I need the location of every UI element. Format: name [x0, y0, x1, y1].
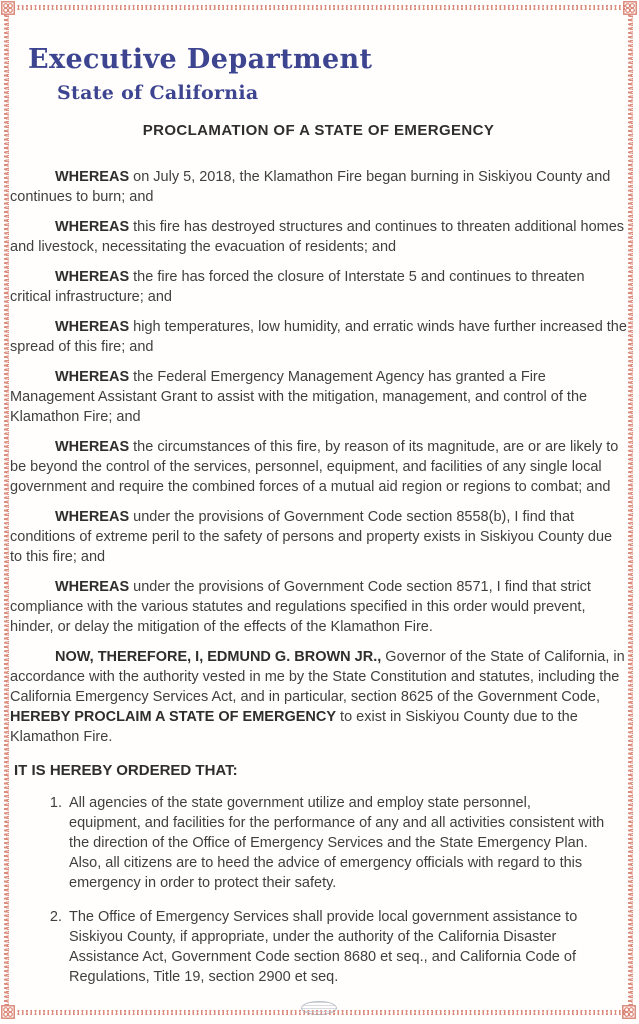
ordered-item: 2. The Office of Emergency Services shall provide local government assistance to Siskiyou County, if appropriate, under the authority of the California Disaster Assistance Act, Government Code section 8680 et seq., and California Code of Regulations, Title 19, section 2900 et seq.	[66, 907, 606, 987]
document-paragraph: WHEREAS high temperatures, low humidity, and erratic winds have further increased the spread of this fire; and	[10, 319, 627, 355]
ordered-list	[50, 793, 606, 987]
document-title: PROCLAMATION OF A STATE OF EMERGENCY	[142, 122, 495, 139]
document-paragraph: WHEREAS the fire has forced the closure of Interstate 5 and continues to threaten critical infrastructure; and	[10, 269, 585, 305]
document-paragraph: WHEREAS under the provisions of Government Code section 8571, I find that strict compliance with the various statutes and regulations specified in this order would prevent, hinder, or delay the mitigation of the effects of the Klamathon Fire.	[10, 579, 591, 635]
document-paragraph: WHEREAS under the provisions of Government Code section 8558(b), I find that conditions of extreme peril to the safety of persons and property exists in Siskiyou County due to this fire; and	[10, 509, 613, 565]
document-paragraph: NOW, THEREFORE, I, EDMUND G. BROWN JR., Governor of the State of California, in accordance with the authority vested in me by the State Constitution and statutes, including the California Emergency Services Act, and in particular, section 8625 of the Government Code, HEREBY PROCLAIM A STATE OF EMERGENCY to exist in Siskiyou County due to the Klamathon Fire.	[10, 649, 625, 745]
union-label-bug	[301, 1001, 337, 1015]
letterhead	[10, 46, 627, 104]
ordered-heading: IT IS HEREBY ORDERED THAT:	[14, 762, 238, 779]
document-paragraph: WHEREAS the circumstances of this fire, by reason of its magnitude, are or are likely to be beyond the control of the services, personnel, equipment, and facilities of any single local government and require the combined forces of a mutual aid region or regions to combat; and	[10, 439, 619, 495]
document-paragraph: WHEREAS on July 5, 2018, the Klamathon Fire began burning in Siskiyou County and continues to burn; and	[10, 169, 611, 205]
letterhead-state: State of California	[57, 82, 259, 104]
letterhead-department: Executive Department	[28, 44, 373, 75]
whereas-paragraphs	[10, 167, 627, 747]
document-paragraph: WHEREAS the Federal Emergency Management Agency has granted a Fire Management Assistant Grant to assist with the mitigation, management, and control of the Klamathon Fire; and	[10, 369, 588, 425]
document-paragraph: WHEREAS this fire has destroyed structures and continues to threaten additional homes and livestock, necessitating the evacuation of residents; and	[10, 219, 625, 255]
ordered-item: 1. All agencies of the state government utilize and employ state personnel, equipment, and facilities for the performance of any and all activities consistent with the direction of the Office of Emergency Services and the State Emergency Plan. Also, all citizens are to heed the advice of emergency officials with regard to this emergency in order to protect their safety.	[66, 793, 606, 893]
